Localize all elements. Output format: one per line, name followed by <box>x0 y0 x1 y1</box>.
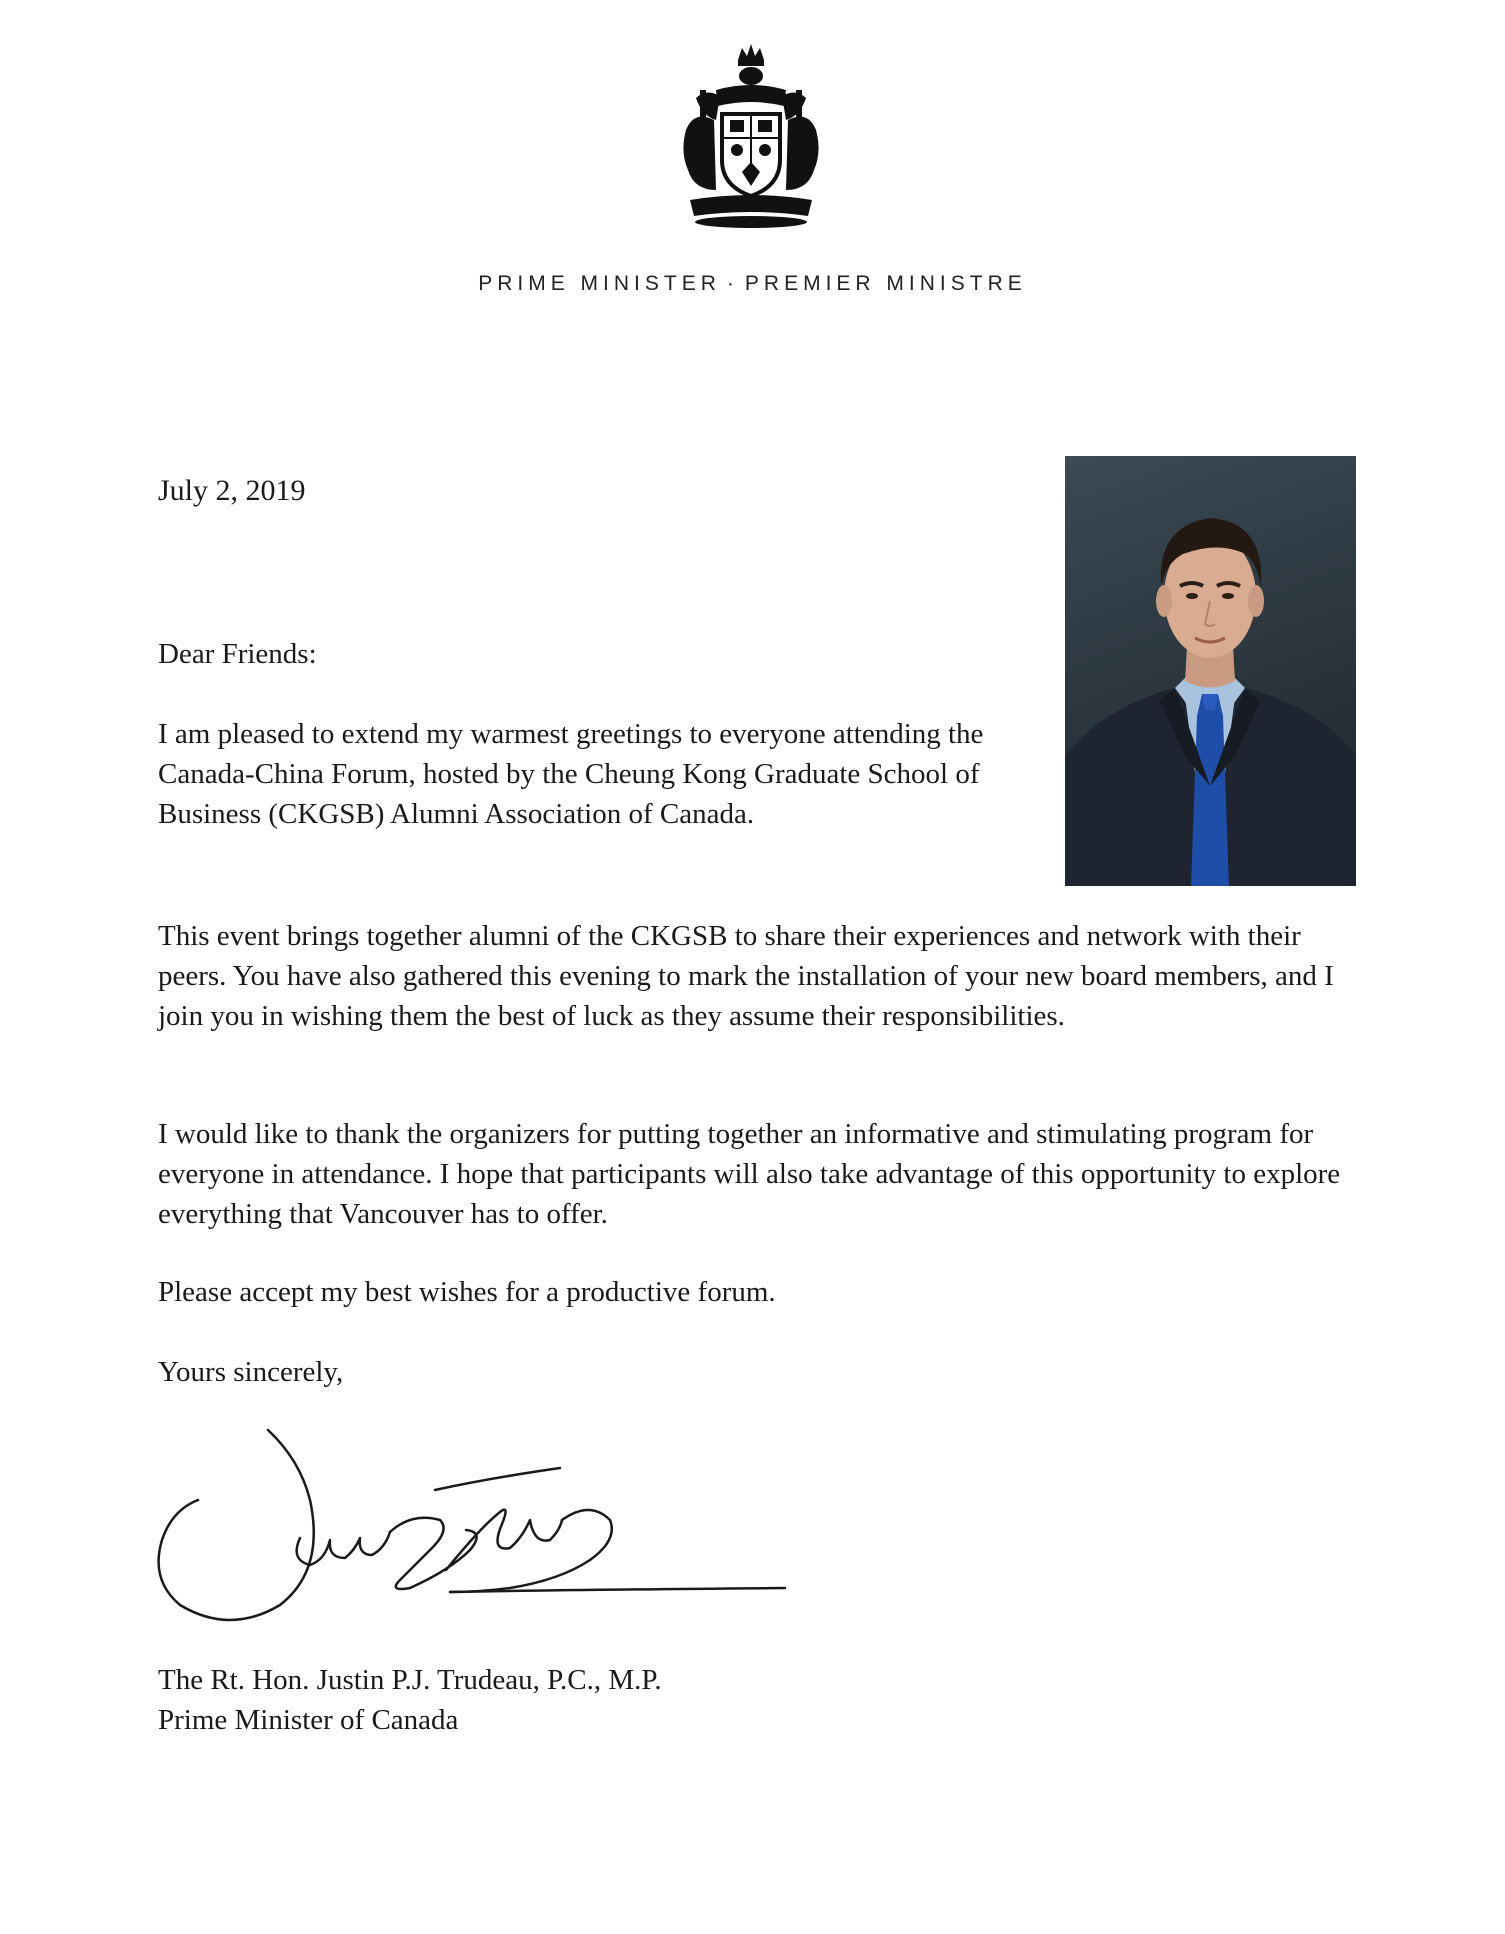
paragraph-2 <box>158 916 1358 1036</box>
paragraph-4 <box>158 1272 1358 1312</box>
paragraph-4-text: Please accept my best wishes for a productive forum. <box>158 1276 776 1308</box>
handwritten-signature <box>150 1420 790 1630</box>
letterhead <box>0 272 1505 296</box>
signoff-title: Prime Minister of Canada <box>158 1704 459 1736</box>
signoff-block <box>158 1660 662 1740</box>
paragraph-2-text: This event brings together alumni of the CKGSB to share their experiences and network with their peers. You have also gathered this evening to mark the installation of your new board members, and I join you in wishing them the best of luck as they assume their responsibilities. <box>158 920 1334 1032</box>
letterhead-separator: · <box>726 272 739 295</box>
paragraph-1 <box>158 714 998 834</box>
signoff-name: The Rt. Hon. Justin P.J. Trudeau, P.C., M.P. <box>158 1664 662 1696</box>
letterhead-english: PRIME MINISTER <box>478 272 721 295</box>
closing: Yours sincerely, <box>158 1356 344 1388</box>
letter-date: July 2, 2019 <box>158 474 306 507</box>
paragraph-3-text: I would like to thank the organizers for putting together an informative and stimulating program for everyone in attendance. I hope that participants will also take advantage of this opportunity to explore everything that Vancouver has to offer. <box>158 1118 1341 1230</box>
letterhead-french: PREMIER MINISTRE <box>744 272 1027 295</box>
paragraph-1-text: I am pleased to extend my warmest greetings to everyone attending the Canada-China Forum, hosted by the Cheung Kong Graduate School of Business (CKGSB) Alumni Association of Canada. <box>158 718 984 830</box>
salutation: Dear Friends: <box>158 638 317 670</box>
coat-of-arms-icon <box>676 40 826 230</box>
paragraph-3 <box>158 1114 1358 1234</box>
